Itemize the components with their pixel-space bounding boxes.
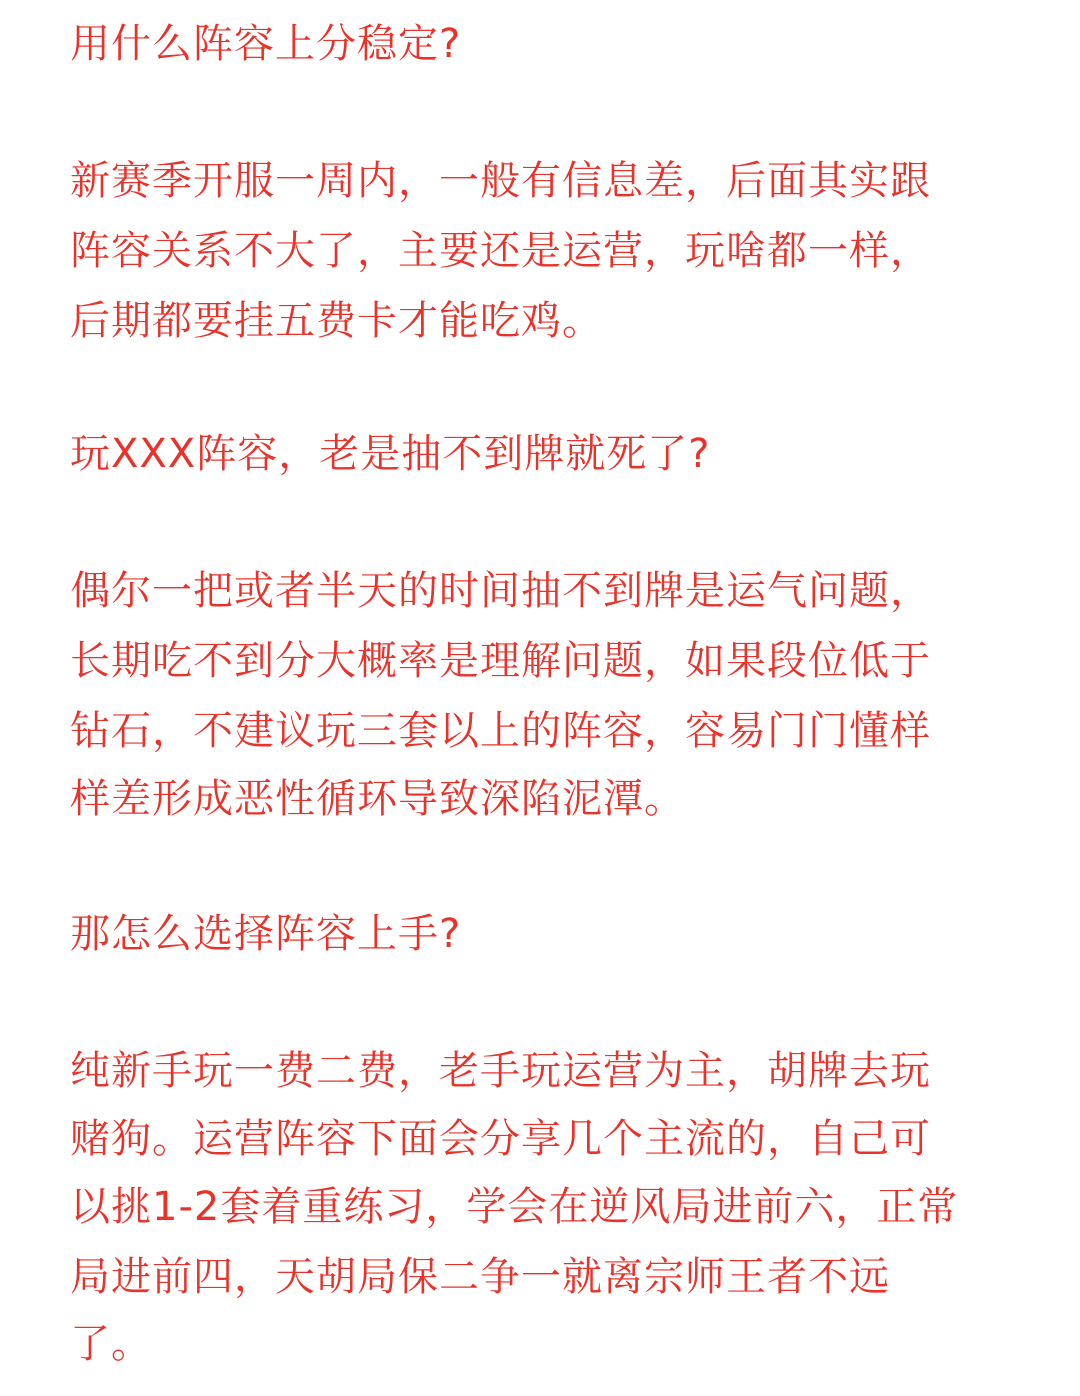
answer-line: 以挑1-2套着重练习，学会在逆风局进前六，正常 — [70, 1184, 959, 1230]
answer-line: 局进前四，天胡局保二争一就离宗师王者不远 — [70, 1254, 890, 1300]
answer-line: 样差形成恶性循环导致深陷泥潭。 — [70, 776, 685, 822]
answer-line: 钻石，不建议玩三套以上的阵容，容易门门懂样 — [70, 708, 931, 754]
answer-line: 赌狗。运营阵容下面会分享几个主流的，自己可 — [70, 1116, 931, 1162]
answer-line: 长期吃不到分大概率是理解问题，如果段位低于 — [70, 638, 931, 684]
answer-line: 纯新手玩一费二费，老手玩运营为主，胡牌去玩 — [70, 1048, 931, 1094]
answer-line: 后期都要挂五费卡才能吃鸡。 — [70, 298, 603, 344]
question-heading: 玩XXX阵容，老是抽不到牌就死了? — [70, 431, 711, 477]
answer-line: 新赛季开服一周内，一般有信息差，后面其实跟 — [70, 158, 931, 204]
question-heading: 用什么阵容上分稳定? — [70, 21, 462, 67]
answer-line: 偶尔一把或者半天的时间抽不到牌是运气问题， — [70, 568, 931, 614]
question-heading: 那怎么选择阵容上手? — [70, 911, 462, 957]
answer-line: 了。 — [70, 1321, 152, 1367]
answer-line: 阵容关系不大了，主要还是运营，玩啥都一样， — [70, 228, 931, 274]
